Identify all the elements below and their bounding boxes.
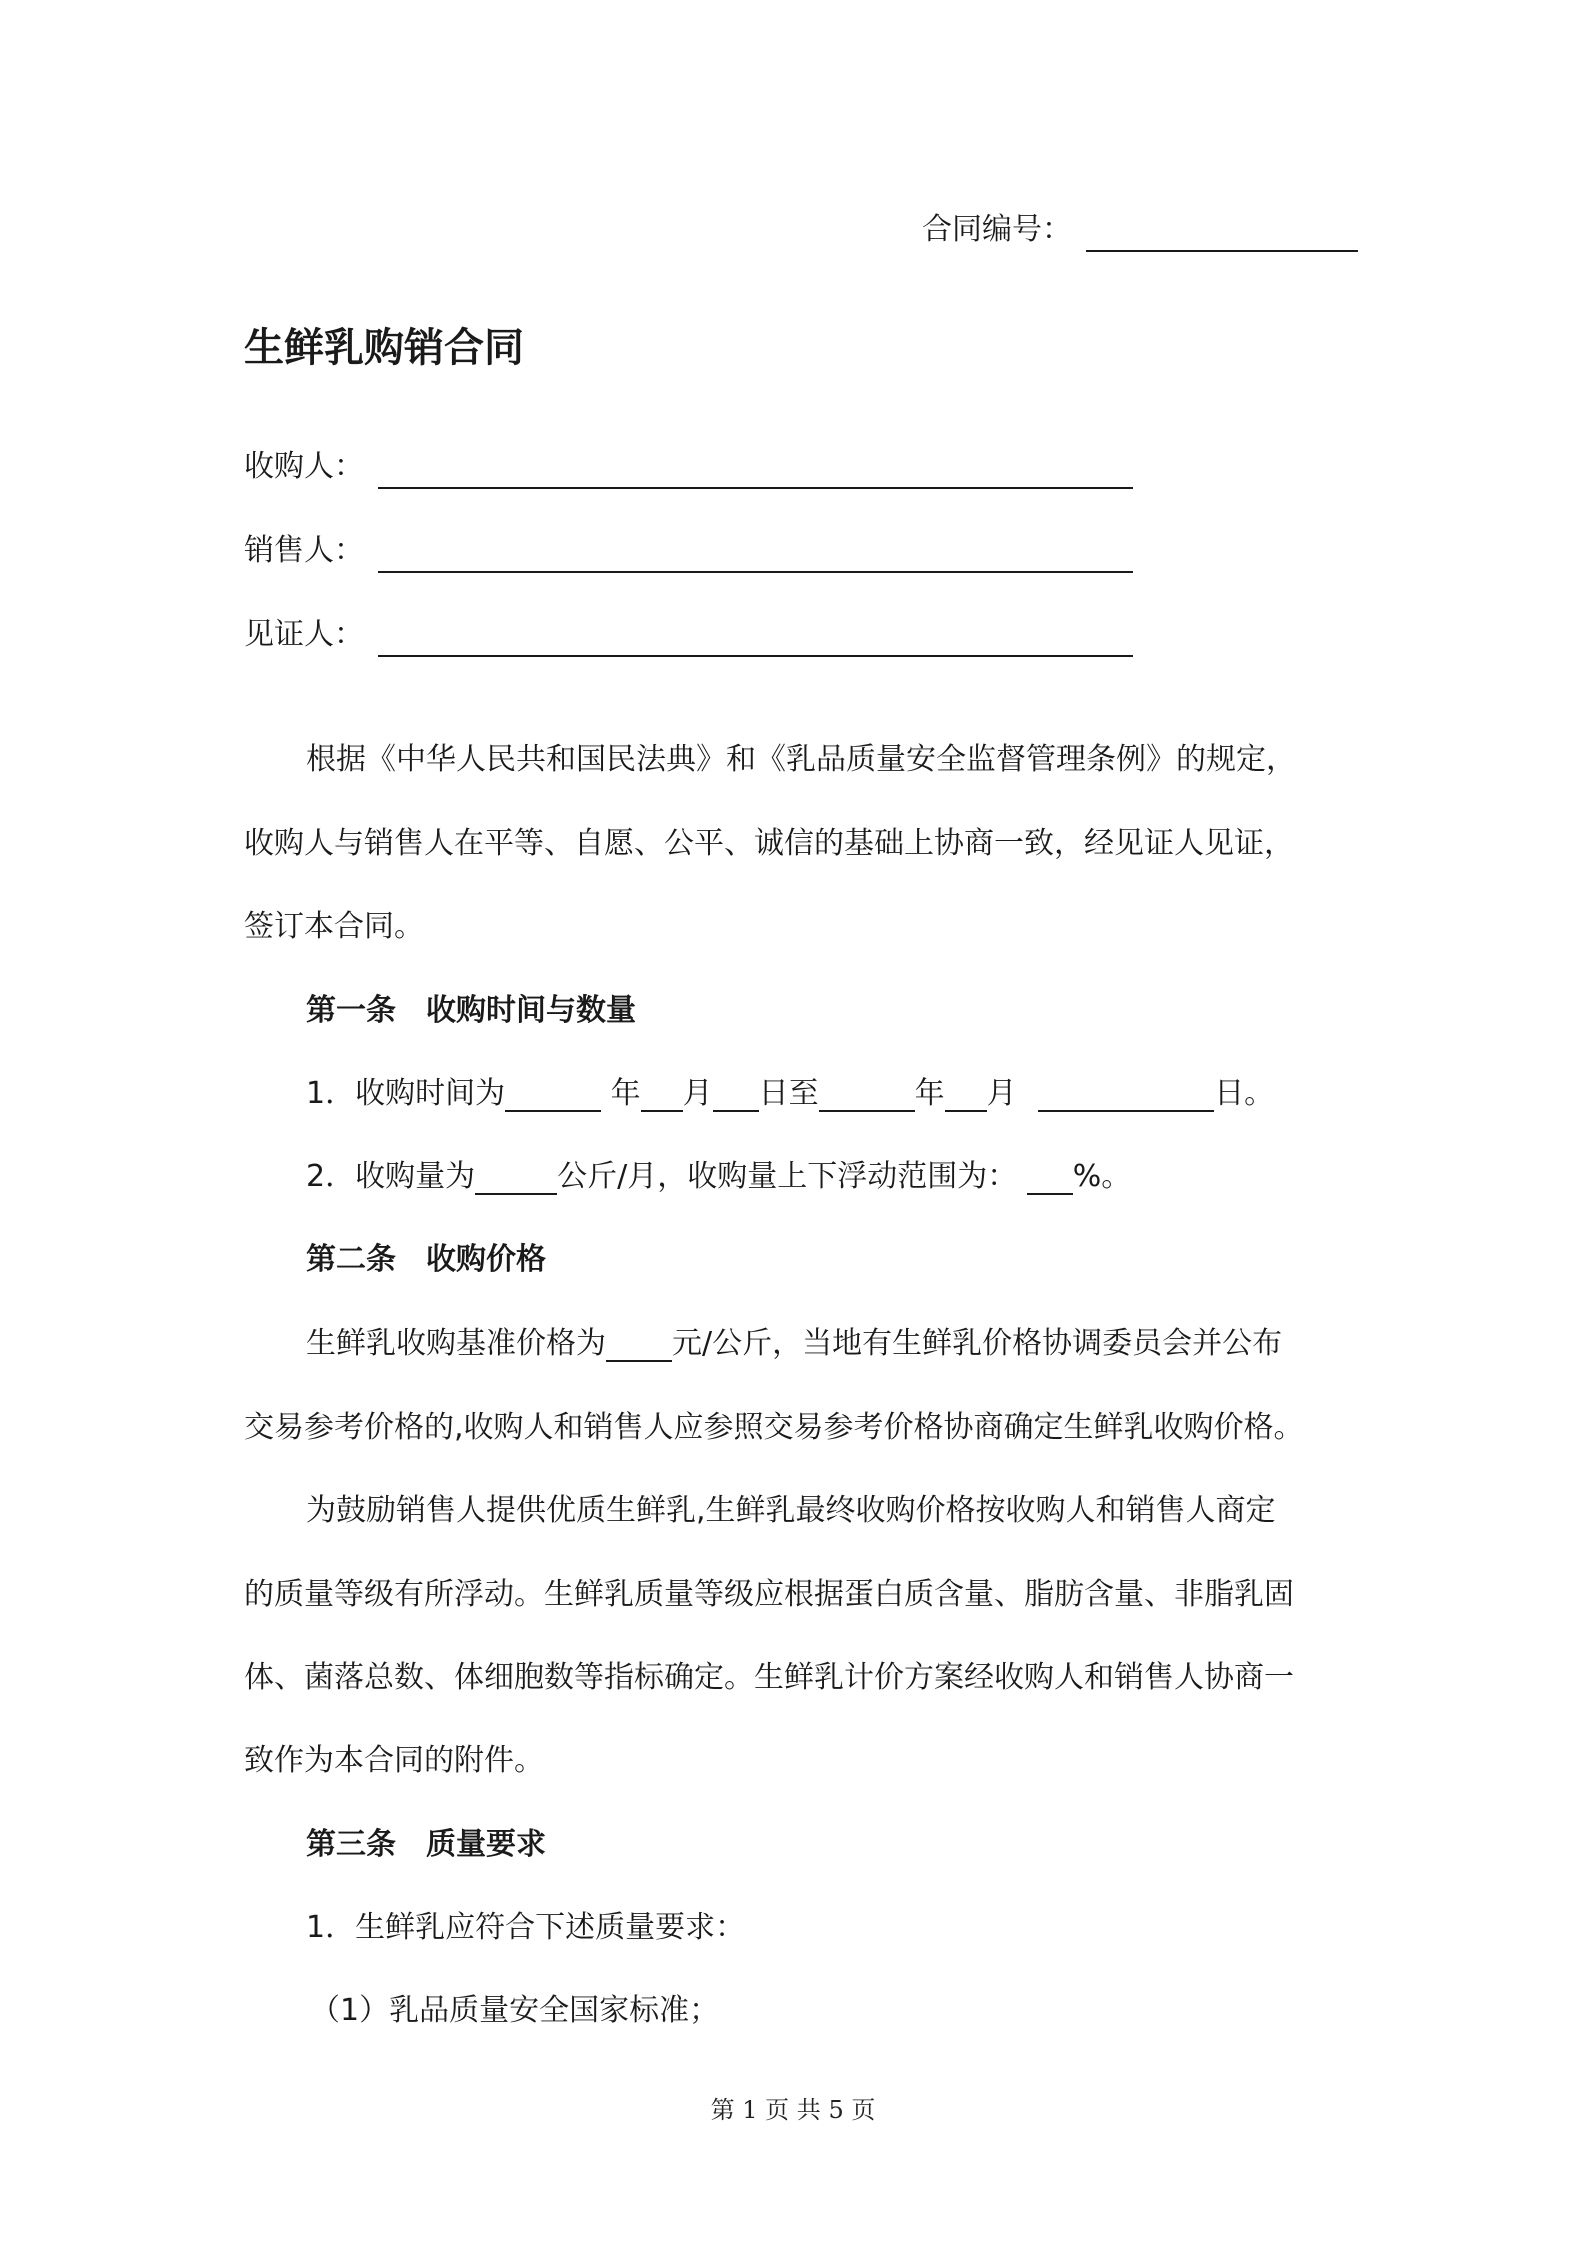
quantity-blank[interactable]	[475, 1157, 557, 1195]
article-2-p1-line-1	[306, 1324, 1282, 1364]
year2-label: 年	[914, 1076, 945, 1111]
party-seller-row	[244, 531, 1133, 573]
article-1-item-2	[306, 1157, 1131, 1197]
party-witness-label: 见证人：	[244, 617, 364, 652]
end-day-blank[interactable]	[1038, 1074, 1214, 1112]
article-2-p2-line-3: 体、菌落总数、体细胞数等指标确定。生鲜乳计价方案经收购人和销售人协商一	[244, 1660, 1294, 1695]
item-2-prefix: 2．收购量为	[306, 1159, 476, 1194]
party-witness-row	[244, 615, 1133, 657]
month-label: 月	[682, 1076, 713, 1111]
party-seller-label: 销售人：	[244, 533, 364, 568]
start-month-blank[interactable]	[641, 1074, 683, 1112]
base-price-suffix: 元/公斤，当地有生鲜乳价格协调委员会并公布	[672, 1326, 1283, 1361]
base-price-blank[interactable]	[606, 1324, 672, 1362]
party-witness-blank[interactable]	[378, 615, 1133, 657]
party-buyer-blank[interactable]	[378, 447, 1133, 489]
contract-number-blank[interactable]	[1086, 210, 1358, 252]
end-month-blank[interactable]	[945, 1074, 987, 1112]
base-price-prefix: 生鲜乳收购基准价格为	[306, 1326, 606, 1361]
article-2-heading: 第二条 收购价格	[306, 1242, 546, 1277]
year-label: 年	[610, 1076, 641, 1111]
end-year-blank[interactable]	[819, 1074, 915, 1112]
float-range-blank[interactable]	[1027, 1157, 1073, 1195]
preamble-line-1: 根据《中华人民共和国民法典》和《乳品质量安全监督管理条例》的规定，	[306, 742, 1296, 777]
article-2-p1-line-2: 交易参考价格的,收购人和销售人应参照交易参考价格协商确定生鲜乳收购价格。	[244, 1410, 1304, 1445]
contract-number-label: 合同编号：	[922, 212, 1072, 247]
party-seller-blank[interactable]	[378, 531, 1133, 573]
document-title: 生鲜乳购销合同	[244, 325, 524, 371]
article-2-p2-line-2: 的质量等级有所浮动。生鲜乳质量等级应根据蛋白质含量、脂肪含量、非脂乳固	[244, 1577, 1294, 1612]
article-3-heading: 第三条 质量要求	[306, 1827, 546, 1862]
article-1-heading: 第一条 收购时间与数量	[306, 993, 636, 1028]
article-3-sub-1: （1）乳品质量安全国家标准；	[310, 1993, 720, 2028]
percent-label: %。	[1072, 1159, 1132, 1194]
party-buyer-label: 收购人：	[244, 449, 364, 484]
day-to-label: 日至	[758, 1076, 819, 1111]
item-1-prefix: 1．收购时间为	[306, 1076, 506, 1111]
start-day-blank[interactable]	[713, 1074, 759, 1112]
preamble-line-3: 签订本合同。	[244, 909, 424, 944]
quantity-unit: 公斤/月，收购量上下浮动范围为：	[557, 1159, 1018, 1194]
contract-number-row	[922, 210, 1358, 252]
start-year-blank[interactable]	[505, 1074, 601, 1112]
month2-label: 月	[986, 1076, 1017, 1111]
article-2-p2-line-1: 为鼓励销售人提供优质生鲜乳,生鲜乳最终收购价格按收购人和销售人商定	[306, 1493, 1276, 1528]
preamble-line-2: 收购人与销售人在平等、自愿、公平、诚信的基础上协商一致，经见证人见证，	[244, 826, 1294, 861]
article-2-p2-line-4: 致作为本合同的附件。	[244, 1743, 544, 1778]
party-buyer-row	[244, 447, 1133, 489]
article-3-item-1: 1．生鲜乳应符合下述质量要求：	[306, 1910, 746, 1945]
day-end-label: 日。	[1214, 1076, 1275, 1111]
page-footer: 第 1 页 共 5 页	[710, 2096, 876, 2124]
article-1-item-1	[306, 1074, 1274, 1114]
